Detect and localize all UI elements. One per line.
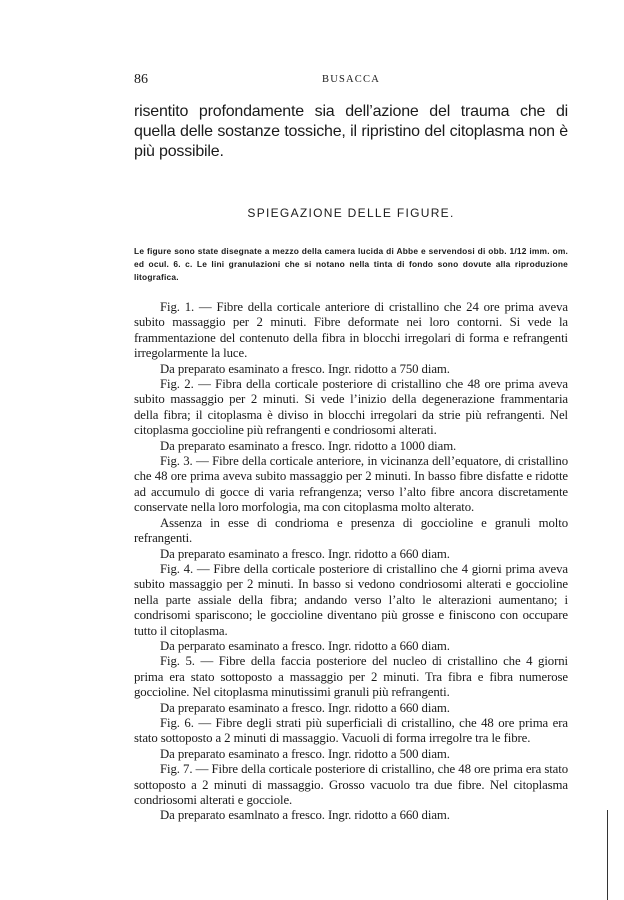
figure-3-caption-continued: Assenza in esse di condrioma e presenza di goccioline e granuli molto refrangenti. (134, 515, 568, 546)
figure-explanations (134, 300, 568, 824)
figure-7-caption: Fig. 7. — Fibre della corticale posteriore di cristallino, che 48 ore prima era stato sottoposto a 2 minuti di massaggio. Grosso vacuolo tra due fibre. Nel citoplasma condriosomi alterati e gocciole. (134, 762, 568, 807)
running-head: BUSACCA (322, 74, 380, 85)
section-title: SPIEGAZIONE DELLE FIGURE. (247, 206, 455, 220)
figure-4-caption: Fig. 4. — Fibre della corticale posteriore di cristallino che 4 giorni prima aveva subito massaggio per 2 minuti. In basso si vedono condriosomi alterati e goccioline nella parte assiale della fibra; andando verso l’alto le alterazioni aumentano; i condrisomi spariscono; le goccioline diventano più grosse e finiscono con occupare tutto il citoplasma. (134, 561, 568, 638)
figure-note: Le figure sono state disegnate a mezzo della camera lucida di Abbe e servendosi di obb. 1/12 imm. om. ed ocul. 6. c. Le lini granulazioni che si notano nella tinta di fondo sono dovute alla riproduzione litografica. (134, 246, 568, 282)
figure-7-preparation: Da preparato esamlnato a fresco. Ingr. ridotto a 660 diam. (160, 808, 450, 823)
figure-4-preparation: Da perparato esaminato a fresco. Ingr. ridotto a 660 diam. (160, 638, 450, 653)
figure-6-preparation: Da preparato esaminato a fresco. Ingr. ridotto a 500 diam. (160, 746, 450, 761)
page-number: 86 (134, 72, 148, 87)
figure-3-caption: Fig. 3. — Fibre della corticale anteriore, in vicinanza dell’equatore, di cristallino che 48 ore prima aveva subito massaggio per 2 minuti. In basso fibre disfatte e ridotte ad accumulo di gocce di varia refrangenza; verso l’alto fibre ancora discretamente conservate nella loro morfologia, ma con citoplasma molto alterato. (134, 454, 568, 515)
figure-1-caption: Fig. 1. — Fibre della corticale anteriore di cristallino che 24 ore prima aveva subito massaggio per 2 minuti. Fibre deformate nei loro contorni. Si vede la frammentazione del contenuto della fibra in blocchi irregolari di forma e refrangenti irregolarmente la luce. (134, 300, 568, 361)
page-body (134, 102, 568, 824)
figure-5-caption: Fig. 5. — Fibre della faccia posteriore del nucleo di cristallino che 4 giorni prima era stato sottoposto a massaggio per 2 minuti. Tra fibra e fibra numerose goccioline. Nel citoplasma minutissimi granuli più refrangenti. (134, 654, 568, 700)
page-edge-line (607, 810, 608, 900)
figure-5-preparation: Da preparato esaminato a fresco. Ingr. ridotto a 660 diam. (160, 700, 450, 715)
figure-2-caption: Fig. 2. — Fibra della corticale posteriore di cristallino che 48 ore prima aveva subito massaggio per 2 minuti. Si vede l’inizio della degenerazione frammentaria della fibra; il citoplasma è diviso in blocchi irregolari da strie più refrangenti. Nel citoplasma goccioline più refrangenti e condriosomi alterati. (134, 377, 568, 438)
figure-2-preparation: Da preparato esaminato a fresco. Ingr. ridotto a 1000 diam. (160, 438, 457, 453)
figure-6-caption: Fig. 6. — Fibre degli strati più superficiali di cristallino, che 48 ore prima era stato sottoposto a 2 minuti di massaggio. Vacuoli di forma irregolre tra le fibre. (134, 715, 568, 746)
intro-paragraph: risentito profondamente sia dell’azione del trauma che di quella delle sostanze tossiche, il ripristino del citoplasma non è più possibile. (134, 103, 568, 160)
figure-1-preparation: Da preparato esaminato a fresco. Ingr. ridotto a 750 diam. (160, 361, 450, 376)
page-header (134, 72, 568, 88)
figure-3-preparation: Da preparato esaminato a fresco. Ingr. ridotto a 660 diam. (160, 546, 450, 561)
